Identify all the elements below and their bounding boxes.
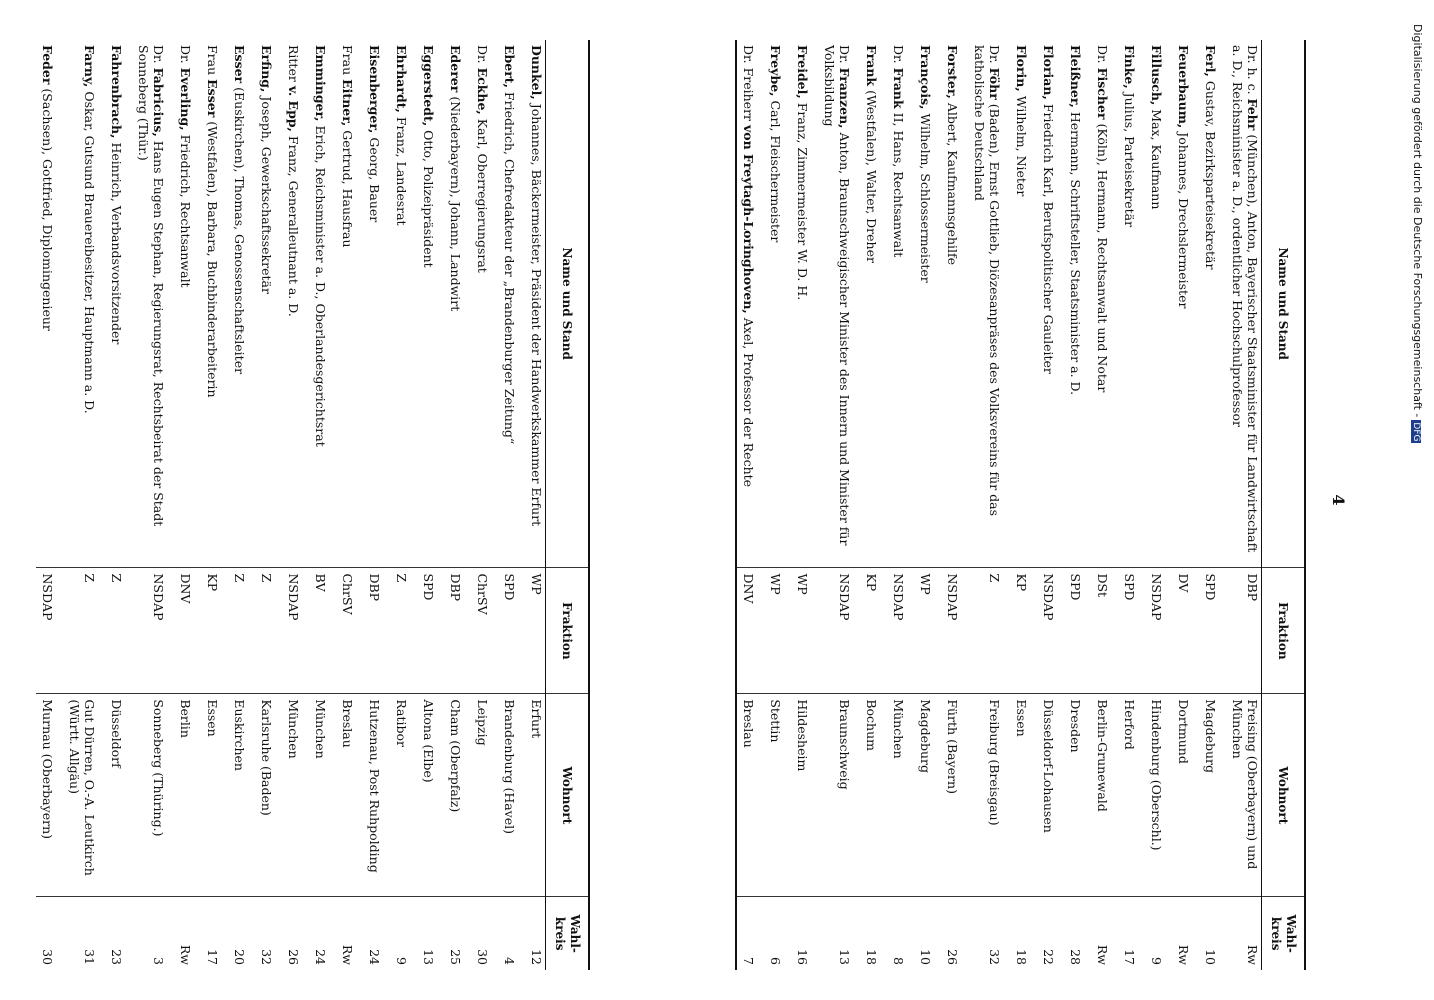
member-name-cell bbox=[968, 40, 1010, 568]
member-fraktion: Z bbox=[63, 568, 105, 694]
member-surname: Esser bbox=[205, 79, 220, 118]
member-name-cell bbox=[63, 40, 105, 568]
member-wahlkreis: 25 bbox=[444, 897, 471, 970]
member-fraktion: KP bbox=[1010, 568, 1037, 694]
member-name-cell bbox=[132, 40, 174, 568]
table-row bbox=[764, 40, 791, 970]
member-wohnort: Freising (Oberbayern) und München bbox=[1226, 694, 1262, 897]
member-fraktion: SPD bbox=[1199, 568, 1226, 694]
member-title: Dr. bbox=[178, 45, 193, 64]
member-surname: Emminger, bbox=[313, 45, 328, 122]
table-row bbox=[336, 40, 363, 970]
member-name-cell bbox=[336, 40, 363, 568]
member-name-cell bbox=[201, 40, 228, 568]
member-fraktion: DBP bbox=[444, 568, 471, 694]
members-table-f bbox=[735, 40, 1306, 970]
member-wahlkreis: 17 bbox=[1118, 897, 1145, 970]
table-row bbox=[1172, 40, 1199, 970]
member-details: (Westfalen), Barbara, Buchbinderarbeiterin bbox=[205, 121, 220, 398]
member-wohnort: Herford bbox=[1118, 694, 1145, 897]
table-row bbox=[363, 40, 390, 970]
member-details: (Westfalen), Walter, Dreher bbox=[864, 90, 879, 263]
table-row bbox=[417, 40, 444, 970]
member-wahlkreis: 13 bbox=[417, 897, 444, 970]
member-name-cell bbox=[941, 40, 968, 568]
member-fraktion: Z bbox=[968, 568, 1010, 694]
member-details: Carl, Fleischermeister bbox=[768, 100, 783, 243]
member-wohnort: Altona (Elbe) bbox=[417, 694, 444, 897]
table-header-row bbox=[1262, 40, 1306, 970]
member-name-cell bbox=[736, 40, 764, 568]
member-name-cell bbox=[363, 40, 390, 568]
member-fraktion: Z bbox=[390, 568, 417, 694]
member-surname: v. Epp, bbox=[286, 85, 301, 132]
member-wahlkreis: 9 bbox=[1145, 897, 1172, 970]
table-body bbox=[736, 40, 1262, 970]
member-fraktion: DV bbox=[1172, 568, 1199, 694]
member-title: Frau bbox=[340, 45, 355, 76]
table-row bbox=[174, 40, 201, 970]
member-fraktion: WP bbox=[525, 568, 546, 694]
member-wohnort: Karlsruhe (Baden) bbox=[255, 694, 282, 897]
dfg-logo: DFG bbox=[1411, 422, 1421, 442]
table-row bbox=[444, 40, 471, 970]
member-details: Wilhelm, Schlossermeister bbox=[918, 113, 933, 283]
member-surname: Feder bbox=[40, 45, 55, 85]
member-fraktion: SPD bbox=[498, 568, 525, 694]
member-wohnort: Cham (Oberpfalz) bbox=[444, 694, 471, 897]
member-surname: Fabricius, bbox=[151, 67, 166, 137]
member-wahlkreis: 20 bbox=[228, 897, 255, 970]
member-details: (Euskirchen), Thomas, Genossenschaftsleiter bbox=[232, 87, 247, 375]
member-wahlkreis: 24 bbox=[309, 897, 336, 970]
member-fraktion: ChrSV bbox=[471, 568, 498, 694]
member-wahlkreis: 26 bbox=[941, 897, 968, 970]
member-details: (München), Anton, Bayerischer Staatsminister für Landwirtschaft a. D., Reichsminister a. D., ordentlicher Hochschulprofessor bbox=[1230, 45, 1260, 553]
member-surname: Fillusch, bbox=[1149, 45, 1164, 106]
member-wahlkreis: 31 bbox=[63, 897, 105, 970]
member-surname: Ehrhardt, bbox=[394, 45, 409, 113]
member-name-cell bbox=[1172, 40, 1199, 568]
member-name-cell bbox=[498, 40, 525, 568]
member-surname: Eitner, bbox=[340, 79, 355, 127]
member-name-cell bbox=[1226, 40, 1262, 568]
member-wohnort: Euskirchen bbox=[228, 694, 255, 897]
member-details: Gustav, Bezirksparteisekretär bbox=[1203, 80, 1218, 270]
member-surname: Everling, bbox=[178, 67, 193, 131]
member-details: Hans Eugen Stephan, Regierungsrat, Rechtsbeirat der Stadt Sonneberg (Thür.) bbox=[136, 45, 166, 527]
member-name-cell bbox=[174, 40, 201, 568]
member-surname: Ferl, bbox=[1203, 45, 1218, 77]
member-surname: Fischer bbox=[1095, 67, 1110, 120]
table-row bbox=[968, 40, 1010, 970]
table-row bbox=[791, 40, 818, 970]
member-name-cell bbox=[1199, 40, 1226, 568]
member-wahlkreis: 18 bbox=[860, 897, 887, 970]
table-row bbox=[1010, 40, 1037, 970]
table-row bbox=[1064, 40, 1091, 970]
member-surname: Erfing, bbox=[259, 45, 274, 93]
member-fraktion: SPD bbox=[1064, 568, 1091, 694]
member-wohnort: Düsseldorf-Lohausen bbox=[1037, 694, 1064, 897]
header-wahlkreis: Wahl-kreis bbox=[546, 897, 590, 970]
member-details: (Sachsen), Gottfried, Diplomingenieur bbox=[40, 88, 55, 331]
member-wahlkreis: 17 bbox=[201, 897, 228, 970]
member-details: Johannes, Bäckermeister, Präsident der Handwerkskammer Erfurt bbox=[529, 103, 544, 527]
member-wohnort: Brandenburg (Havel) bbox=[498, 694, 525, 897]
member-details: Oskar, Gutsund Brauereibesitzer, Hauptmann a. D. bbox=[82, 91, 97, 414]
member-details: Wilhelm, Nieter bbox=[1014, 95, 1029, 197]
member-fraktion: SPD bbox=[417, 568, 444, 694]
member-name-cell bbox=[282, 40, 309, 568]
member-wohnort: Hutzenau, Post Ruhpolding bbox=[363, 694, 390, 897]
member-name-cell bbox=[1118, 40, 1145, 568]
member-wohnort: Berlin-Grunewald bbox=[1091, 694, 1118, 897]
member-title: Dr. bbox=[891, 45, 906, 64]
member-surname: Eggerstedt, bbox=[421, 45, 436, 127]
table-row bbox=[228, 40, 255, 970]
member-fraktion: NSDAP bbox=[887, 568, 914, 694]
member-surname: Fleißner, bbox=[1068, 45, 1083, 108]
member-surname: Fehr bbox=[1245, 98, 1260, 131]
member-wohnort: Dortmund bbox=[1172, 694, 1199, 897]
member-surname: Florin, bbox=[1014, 45, 1029, 92]
member-fraktion: BV bbox=[309, 568, 336, 694]
member-wahlkreis: 30 bbox=[36, 897, 63, 970]
member-name-cell bbox=[444, 40, 471, 568]
member-wohnort: Hildesheim bbox=[791, 694, 818, 897]
member-wohnort: Magdeburg bbox=[914, 694, 941, 897]
table-body bbox=[36, 40, 546, 970]
member-wohnort: Murnau (Oberbayern) bbox=[36, 694, 63, 897]
member-surname: Florian, bbox=[1041, 45, 1056, 100]
table-row bbox=[818, 40, 860, 970]
member-wohnort: Magdeburg bbox=[1199, 694, 1226, 897]
member-name-cell bbox=[1145, 40, 1172, 568]
member-wahlkreis: 26 bbox=[282, 897, 309, 970]
member-fraktion: Z bbox=[228, 568, 255, 694]
member-fraktion: NSDAP bbox=[132, 568, 174, 694]
table-row bbox=[525, 40, 546, 970]
member-details: Max, Kaufmann bbox=[1149, 109, 1164, 210]
member-name-cell bbox=[255, 40, 282, 568]
header-fraktion: Fraktion bbox=[546, 568, 590, 694]
member-wahlkreis: Rw bbox=[174, 897, 201, 970]
member-wahlkreis: Rw bbox=[1172, 897, 1199, 970]
member-wahlkreis: 6 bbox=[764, 897, 791, 970]
member-details: Georg, Bauer bbox=[367, 137, 382, 223]
member-name-cell bbox=[525, 40, 546, 568]
member-wohnort: München bbox=[309, 694, 336, 897]
table-row bbox=[1145, 40, 1172, 970]
member-wahlkreis: 13 bbox=[818, 897, 860, 970]
member-wohnort: Düsseldorf bbox=[105, 694, 132, 897]
member-wohnort: Erfurt bbox=[525, 694, 546, 897]
member-wahlkreis: 8 bbox=[887, 897, 914, 970]
table-row bbox=[471, 40, 498, 970]
member-details: Anton, Braunschweigischer Minister des Innern und Minister für Volksbildung bbox=[822, 45, 852, 546]
member-fraktion: WP bbox=[791, 568, 818, 694]
digitization-credit bbox=[1408, 24, 1424, 984]
member-fraktion: DBP bbox=[363, 568, 390, 694]
member-title: Dr. Freiherr bbox=[741, 45, 756, 122]
member-wohnort: Essen bbox=[1010, 694, 1037, 897]
member-surname: Föhr bbox=[987, 67, 1002, 100]
table-row bbox=[1199, 40, 1226, 970]
member-name-cell bbox=[1091, 40, 1118, 568]
table-row bbox=[105, 40, 132, 970]
table-row bbox=[1118, 40, 1145, 970]
member-title: Dr. bbox=[475, 45, 490, 64]
member-wohnort: Leipzig bbox=[471, 694, 498, 897]
member-fraktion: DNV bbox=[174, 568, 201, 694]
member-details: Albert, Kaufmannsgehilfe bbox=[945, 102, 960, 266]
member-surname: Esser bbox=[232, 45, 247, 84]
member-fraktion: NSDAP bbox=[818, 568, 860, 694]
table-row bbox=[736, 40, 764, 970]
member-details: Gertrud, Hausfrau bbox=[340, 130, 355, 248]
member-fraktion: ChrSV bbox=[336, 568, 363, 694]
member-details: Franz, Landesrat bbox=[394, 116, 409, 226]
table-row bbox=[255, 40, 282, 970]
member-wahlkreis: 12 bbox=[525, 897, 546, 970]
table-row bbox=[390, 40, 417, 970]
member-name-cell bbox=[471, 40, 498, 568]
member-wahlkreis: 10 bbox=[1199, 897, 1226, 970]
member-wohnort: München bbox=[282, 694, 309, 897]
member-wohnort: Ratibor bbox=[390, 694, 417, 897]
member-wahlkreis: 32 bbox=[255, 897, 282, 970]
member-wahlkreis: 28 bbox=[1064, 897, 1091, 970]
member-title: Frau bbox=[205, 45, 220, 76]
member-title: Dr. bbox=[1095, 45, 1110, 64]
member-title: Dr. h. c. bbox=[1245, 45, 1260, 95]
member-wahlkreis: 30 bbox=[471, 897, 498, 970]
member-name-cell bbox=[860, 40, 887, 568]
member-details: (Köln), Hermann, Rechtsanwalt und Notar bbox=[1095, 123, 1110, 393]
member-name-cell bbox=[228, 40, 255, 568]
member-wahlkreis: 32 bbox=[968, 897, 1010, 970]
table-row bbox=[36, 40, 63, 970]
member-surname: Ederer bbox=[448, 45, 463, 93]
member-details: Friedrich, Rechtsanwalt bbox=[178, 134, 193, 288]
member-surname: Frank bbox=[864, 45, 879, 87]
header-wohnort: Wohnort bbox=[1262, 694, 1306, 897]
member-name-cell bbox=[1064, 40, 1091, 568]
member-wahlkreis: Rw bbox=[1226, 897, 1262, 970]
member-details: Axel, Professor der Rechte bbox=[741, 317, 756, 488]
table-row bbox=[914, 40, 941, 970]
table-header-row bbox=[546, 40, 590, 970]
member-surname: Fahrenbrach, bbox=[109, 45, 124, 139]
member-wohnort: München bbox=[887, 694, 914, 897]
member-wohnort: Fürth (Bayern) bbox=[941, 694, 968, 897]
member-wahlkreis: 24 bbox=[363, 897, 390, 970]
member-name-cell bbox=[309, 40, 336, 568]
member-wohnort: Berlin bbox=[174, 694, 201, 897]
member-fraktion: KP bbox=[860, 568, 887, 694]
member-fraktion: NSDAP bbox=[36, 568, 63, 694]
member-wohnort: Breslau bbox=[736, 694, 764, 897]
member-fraktion: WP bbox=[764, 568, 791, 694]
member-name-cell bbox=[818, 40, 860, 568]
member-wahlkreis: 9 bbox=[390, 897, 417, 970]
table-row bbox=[498, 40, 525, 970]
member-fraktion: DSt bbox=[1091, 568, 1118, 694]
member-name-cell bbox=[791, 40, 818, 568]
page-number: 4 bbox=[1329, 494, 1348, 506]
member-wahlkreis: 23 bbox=[105, 897, 132, 970]
header-name: Name und Stand bbox=[546, 40, 590, 568]
member-wohnort: Stettin bbox=[764, 694, 791, 897]
member-details: Johannes, Drechslermeister bbox=[1176, 132, 1191, 309]
credit-text: Digitalisierung gefördert durch die Deutsche Forschungsgemeinschaft - bbox=[1411, 24, 1424, 418]
member-wohnort: Braunschweig bbox=[818, 694, 860, 897]
member-details: Franz, Generalleutnant a. D. bbox=[286, 135, 301, 317]
member-name-cell bbox=[887, 40, 914, 568]
member-fraktion: NSDAP bbox=[282, 568, 309, 694]
member-wahlkreis: Rw bbox=[336, 897, 363, 970]
member-wahlkreis: Rw bbox=[1091, 897, 1118, 970]
member-wahlkreis: 7 bbox=[736, 897, 764, 970]
table-row bbox=[1226, 40, 1262, 970]
member-fraktion: WP bbox=[914, 568, 941, 694]
header-wohnort: Wohnort bbox=[546, 694, 590, 897]
member-wohnort: Breslau bbox=[336, 694, 363, 897]
member-wohnort: Essen bbox=[201, 694, 228, 897]
member-wohnort: Dresden bbox=[1064, 694, 1091, 897]
member-wahlkreis: 10 bbox=[914, 897, 941, 970]
member-name-cell bbox=[36, 40, 63, 568]
member-details: Erich, Reichsminister a. D., Oberlandesgerichtsrat bbox=[313, 125, 328, 447]
member-surname: Freidel, bbox=[795, 45, 810, 99]
member-fraktion: Z bbox=[255, 568, 282, 694]
member-name-cell bbox=[390, 40, 417, 568]
member-fraktion: NSDAP bbox=[1145, 568, 1172, 694]
member-fraktion: DBP bbox=[1226, 568, 1262, 694]
member-surname: Eisenberger, bbox=[367, 45, 382, 134]
member-surname: François, bbox=[918, 45, 933, 110]
member-surname: Freybe, bbox=[768, 45, 783, 97]
member-title: Dr. bbox=[837, 45, 852, 64]
member-fraktion: Z bbox=[105, 568, 132, 694]
table-row bbox=[63, 40, 105, 970]
member-title: Dr. bbox=[987, 45, 1002, 64]
member-details: Friedrich, Chefredakteur der „Brandenburger Zeitung“ bbox=[502, 91, 517, 445]
member-wohnort: Gut Dürren, O.-A. Leutkirch (Württ. Allgäu) bbox=[63, 694, 105, 897]
member-name-cell bbox=[105, 40, 132, 568]
member-details: Franz, Zimmermeister W. D. H. bbox=[795, 102, 810, 301]
table-row bbox=[201, 40, 228, 970]
member-fraktion: DNV bbox=[736, 568, 764, 694]
header-name: Name und Stand bbox=[1262, 40, 1306, 568]
table-row bbox=[1037, 40, 1064, 970]
table-row bbox=[1091, 40, 1118, 970]
member-details: Hermann, Schriftsteller, Staatsminister a. D. bbox=[1068, 111, 1083, 396]
member-wahlkreis: 22 bbox=[1037, 897, 1064, 970]
member-surname: von Freytagh-Loringhoven, bbox=[741, 125, 756, 314]
member-fraktion: KP bbox=[201, 568, 228, 694]
member-surname: Frank bbox=[891, 67, 906, 109]
member-details: Otto, Polizeipräsident bbox=[421, 130, 436, 268]
member-details: (Baden), Ernst Gottlieb, Diözesanpräses des Volksvereins für das katholische Deutschland bbox=[972, 45, 1002, 517]
member-surname: Dunkel, bbox=[529, 45, 544, 100]
member-wohnort: Bochum bbox=[860, 694, 887, 897]
member-wohnort: Freiburg (Breisgau) bbox=[968, 694, 1010, 897]
member-fraktion: NSDAP bbox=[941, 568, 968, 694]
member-wahlkreis: 16 bbox=[791, 897, 818, 970]
member-fraktion: NSDAP bbox=[1037, 568, 1064, 694]
member-wohnort: Sonneberg (Thüring.) bbox=[132, 694, 174, 897]
member-name-cell bbox=[764, 40, 791, 568]
header-wahlkreis: Wahl-kreis bbox=[1262, 897, 1306, 970]
member-surname: Ebert, bbox=[502, 45, 517, 88]
member-name-cell bbox=[1037, 40, 1064, 568]
member-details: (Niederbayern), Johann, Landwirt bbox=[448, 96, 463, 312]
member-details: Heinrich, Verbandsvorsitzender bbox=[109, 142, 124, 345]
member-wahlkreis: 18 bbox=[1010, 897, 1037, 970]
member-wahlkreis: 3 bbox=[132, 897, 174, 970]
table-row bbox=[309, 40, 336, 970]
member-fraktion: SPD bbox=[1118, 568, 1145, 694]
member-surname: Farny, bbox=[82, 45, 97, 88]
member-name-cell bbox=[417, 40, 444, 568]
table-row bbox=[941, 40, 968, 970]
table-row bbox=[887, 40, 914, 970]
members-table-d-f bbox=[36, 40, 590, 970]
member-name-cell bbox=[914, 40, 941, 568]
member-details: II, Hans, Rechtsanwalt bbox=[891, 112, 906, 258]
member-details: Karl, Oberregierungsrat bbox=[475, 118, 490, 273]
table-row bbox=[282, 40, 309, 970]
member-details: Julius, Parteisekretär bbox=[1122, 92, 1137, 228]
member-details: Joseph, Gewerkschaftssekretär bbox=[259, 96, 274, 294]
table-row bbox=[132, 40, 174, 970]
member-surname: Forster, bbox=[945, 45, 960, 99]
member-name-cell bbox=[1010, 40, 1037, 568]
member-surname: Eckhe, bbox=[475, 67, 490, 115]
member-wohnort: Hindenburg (Oberschl.) bbox=[1145, 694, 1172, 897]
member-details: Friedrich Karl, Berufspolitischer Gauleiter bbox=[1041, 103, 1056, 374]
header-fraktion: Fraktion bbox=[1262, 568, 1306, 694]
member-title: Dr. bbox=[151, 45, 166, 64]
table-row bbox=[860, 40, 887, 970]
member-surname: Finke, bbox=[1122, 45, 1137, 89]
member-title: Ritter bbox=[286, 45, 301, 82]
member-wahlkreis: 4 bbox=[498, 897, 525, 970]
member-surname: Franzen, bbox=[837, 67, 852, 129]
member-surname: Feuerbaum, bbox=[1176, 45, 1191, 129]
